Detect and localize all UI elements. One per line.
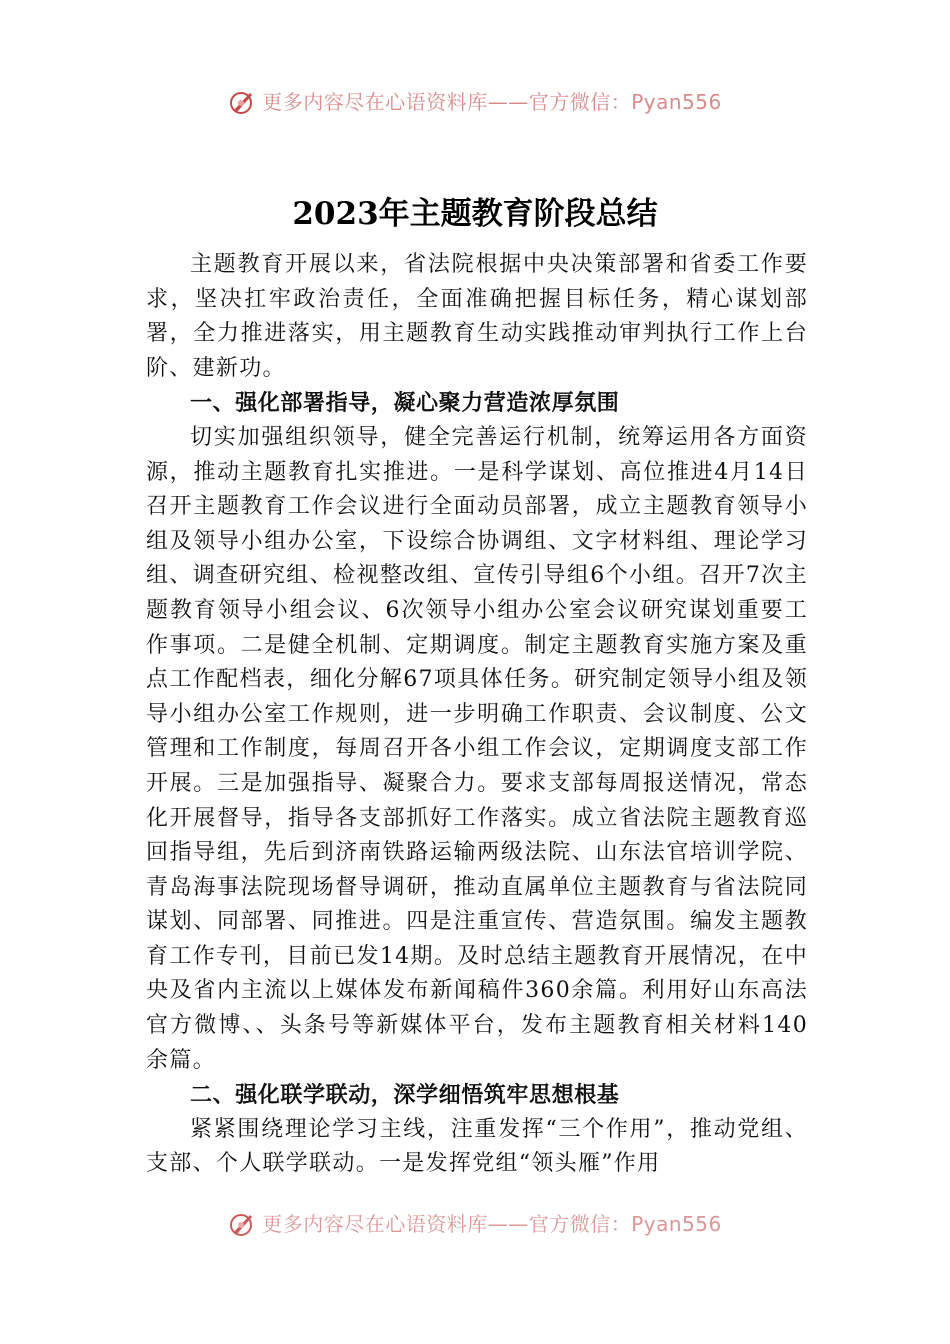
section-2-paragraph: 紧紧围绕理论学习主线，注重发挥“三个作用”，推动党组、支部、个人联学联动。一是发挥党组“领头雁”作用 <box>146 1116 808 1177</box>
document-body <box>146 248 808 1182</box>
section-1-paragraph: 切实加强组织领导，健全完善运行机制，统筹运用各方面资源，推动主题教育扎实推进。一是科学谋划、高位推进4月14日召开主题教育工作会议进行全面动员部署，成立主题教育领导小组及领导小组办公室，下设综合协调组、文字材料组、理论学习组、调查研究组、检视整改组、宣传引导组6个小组。召开7次主题教育领导小组会议、6次领导小组办公室会议研究谋划重要工作事项。二是健全机制、定期调度。制定主题教育实施方案及重点工作配档表，细化分解67项具体任务。研究制定领导小组及领导小组办公室工作规则，进一步明确工作职责、会议制度、公文管理和工作制度，每周召开各小组工作会议，定期调度支部工作开展。三是加强指导、凝聚合力。要求支部每周报送情况，常态化开展督导，指导各支部抓好工作落实。成立省法院主题教育巡回指导组，先后到济南铁路运输两级法院、山东法官培训学院、青岛海事法院现场督导调研，推动直属单位主题教育与省法院同谋划、同部署、同推进。四是注重宣传、营造氛围。编发主题教育工作专刊，目前已发14期。及时总结主题教育开展情况，在中央及省内主流以上媒体发布新闻稿件360余篇。利用好山东高法官方微博、、头条号等新媒体平台，发布主题教育相关材料140余篇。 <box>146 424 808 1073</box>
document-title: 2023年主题教育阶段总结 <box>292 196 658 232</box>
header-watermark <box>0 86 950 116</box>
pen-logo-icon <box>228 1210 256 1238</box>
section-1-heading: 一、强化部署指导，凝心聚力营造浓厚氛围 <box>190 390 620 417</box>
footer-watermark-text: 更多内容尽在心语资料库——官方微信：Pyan556 <box>262 1212 722 1236</box>
footer-watermark <box>0 1208 950 1238</box>
header-watermark-text: 更多内容尽在心语资料库——官方微信：Pyan556 <box>262 90 722 114</box>
intro-paragraph: 主题教育开展以来，省法院根据中央决策部署和省委工作要求，坚决扛牢政治责任，全面准确把握目标任务，精心谋划部署，全力推进落实，用主题教育生动实践推动审判执行工作上台阶、建新功。 <box>146 252 808 381</box>
section-2-heading: 二、强化联学联动，深学细悟筑牢思想根基 <box>190 1082 620 1109</box>
pen-logo-icon <box>228 88 256 116</box>
